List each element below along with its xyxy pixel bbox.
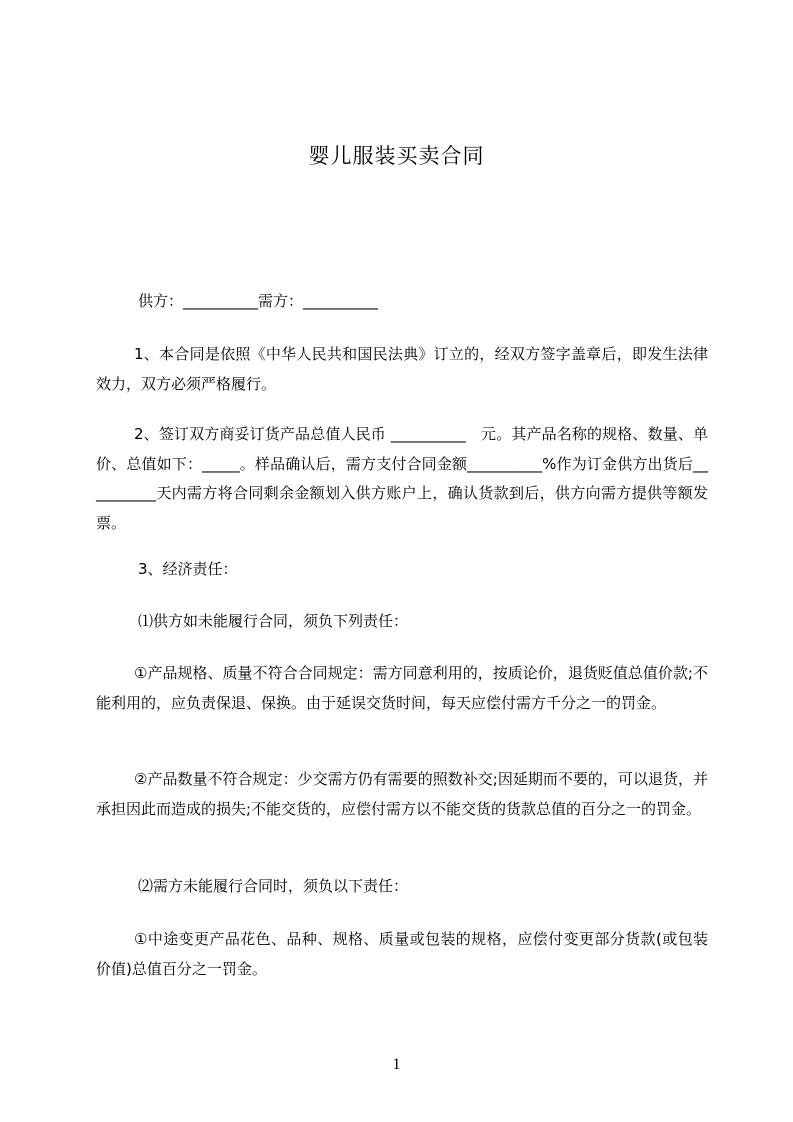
page-number: 1 — [392, 1056, 401, 1073]
clause-3-1-b: ②产品数量不符合规定：少交需方仍有需要的照数补交;因延期而不要的，可以退货，并承担因此而造成的损失;不能交货的，应偿付需方以不能交货的货款总值的百分之一的罚金。 — [96, 770, 708, 818]
clause-3-2-heading: ⑵需方未能履行合同时，须负以下责任： — [138, 877, 409, 895]
clause-2: 2、签订双方商妥订货产品总值人民币 __________ 元。其产品名称的规格、数量、单价、总值如下：_____。样品确认后，需方支付合同金额__________%作为订金供方出货后__________天内需方将合同剩余金额划入供方账户上，确认货款到后，供方向需方提供等额发票。 — [96, 425, 708, 532]
document-title: 婴儿服装买卖合同 — [308, 144, 485, 168]
clause-3-heading: 3、经济责任： — [138, 560, 238, 578]
clause-3-1-heading: ⑴供方如未能履行合同，须负下列责任： — [138, 612, 409, 630]
clause-3-1-a: ①产品规格、质量不符合合同规定：需方同意利用的，按质论价，退货贬值总值价款;不能利用的，应负责保退、保换。由于延误交货时间，每天应偿付需方千分之一的罚金。 — [96, 664, 708, 712]
clause-3-2-a: ①中途变更产品花色、品种、规格、质量或包装的规格，应偿付变更部分货款(或包装价值)总值百分之一罚金。 — [96, 930, 708, 978]
clause-1: 1、本合同是依照《中华人民共和国民法典》订立的，经双方签字盖章后，即发生法律效力，双方必须严格履行。 — [96, 345, 708, 393]
parties-line: 供方：__________需方：__________ — [138, 292, 379, 310]
